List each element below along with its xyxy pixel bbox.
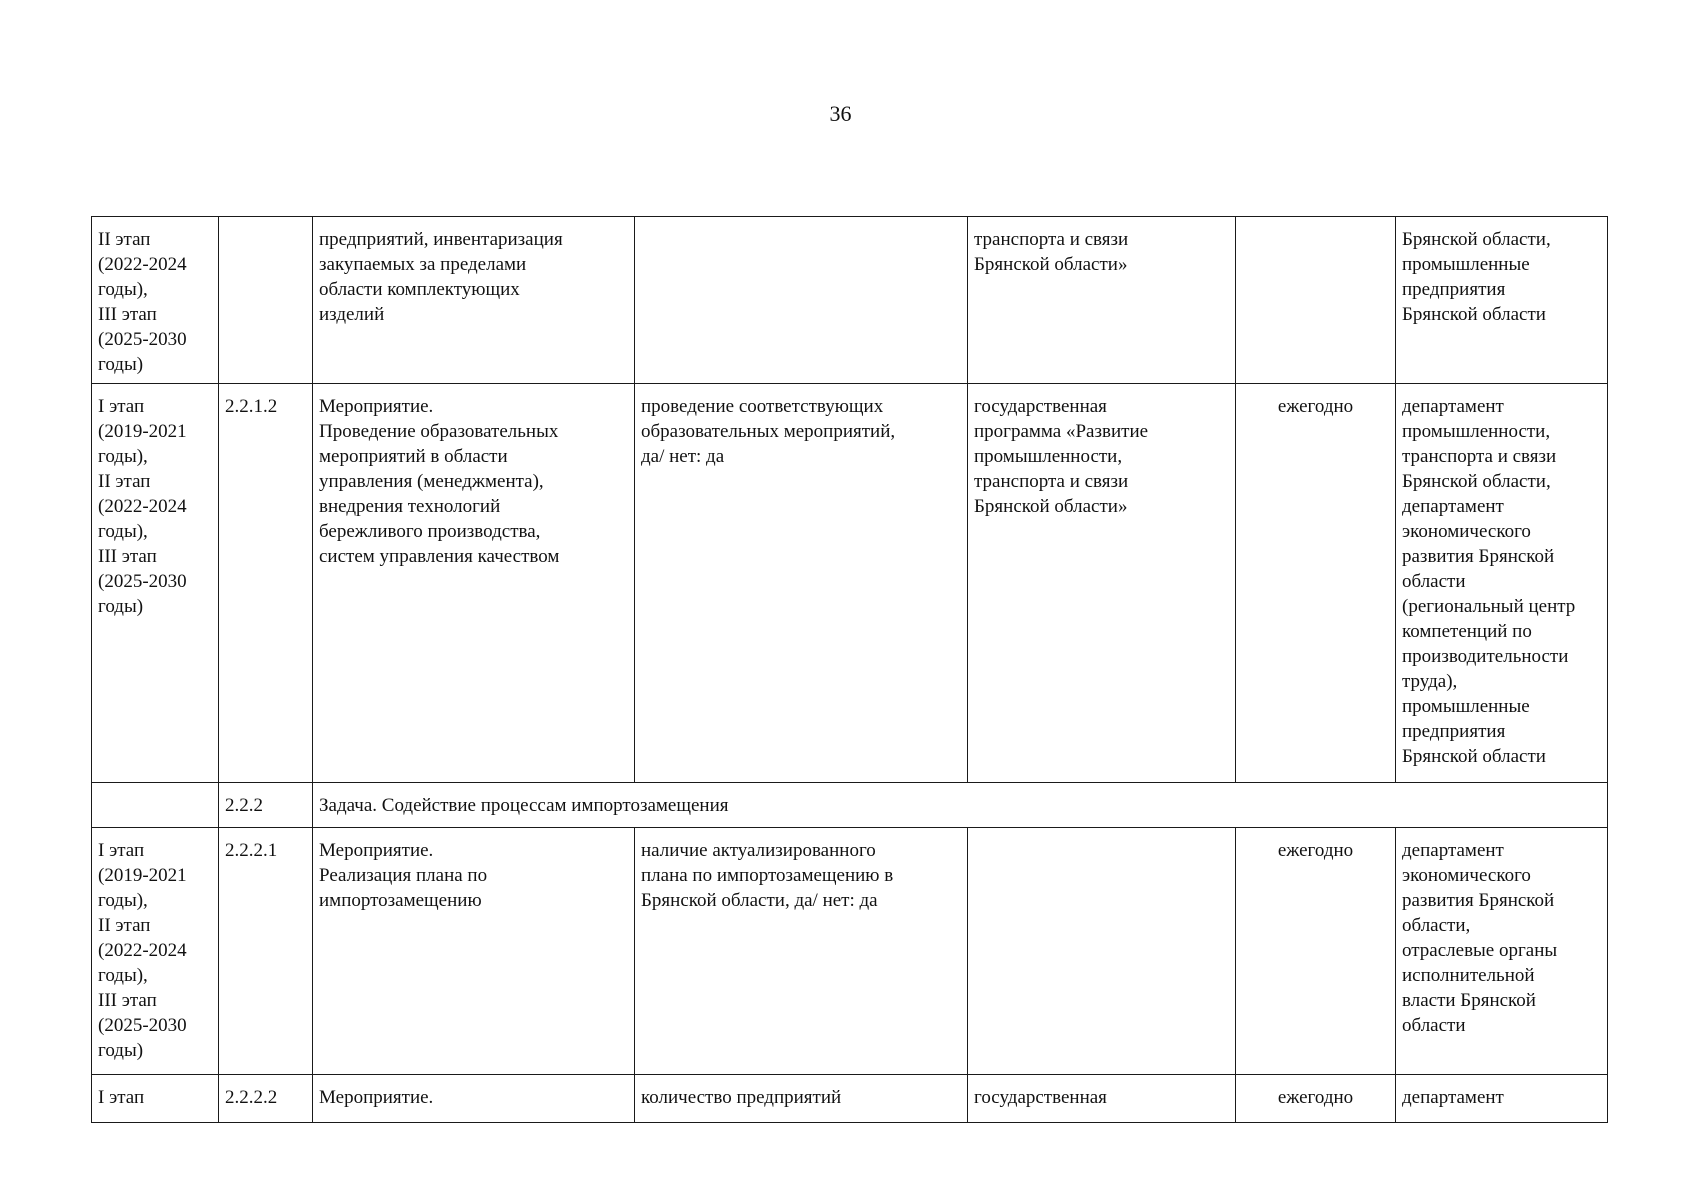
code-cell: 2.2.2.1 xyxy=(219,828,313,1075)
program-cell: транспорта и связи Брянской области» xyxy=(968,217,1236,384)
stage-cell: I этап (2019-2021 годы), II этап (2022-2024 годы), III этап (2025-2030 годы) xyxy=(92,828,219,1075)
indicator-cell: наличие актуализированного плана по импортозамещению в Брянской области, да/ нет: да xyxy=(635,828,968,1075)
page-number: 36 xyxy=(829,101,852,126)
stage-cell: I этап xyxy=(92,1075,219,1123)
table-row xyxy=(92,828,1608,1075)
program-cell: государственная xyxy=(968,1075,1236,1123)
table-row xyxy=(92,217,1608,384)
term-cell: ежегодно xyxy=(1236,1075,1396,1123)
event-cell: Мероприятие. Проведение образовательных мероприятий в области управления (менеджмента), внедрения технологий бережливого производства, систем управления качеством xyxy=(313,384,635,783)
stage-cell: I этап (2019-2021 годы), II этап (2022-2024 годы), III этап (2025-2030 годы) xyxy=(92,384,219,783)
program-cell xyxy=(968,828,1236,1075)
code-cell xyxy=(219,217,313,384)
event-cell: Мероприятие. Реализация плана по импортозамещению xyxy=(313,828,635,1075)
executor-cell: Брянской области, промышленные предприятия Брянской области xyxy=(1396,217,1608,384)
stage-cell xyxy=(92,783,219,828)
table-row xyxy=(92,1075,1608,1123)
executor-cell: департамент xyxy=(1396,1075,1608,1123)
indicator-cell xyxy=(635,217,968,384)
event-cell: Мероприятие. xyxy=(313,1075,635,1123)
term-cell: ежегодно xyxy=(1236,828,1396,1075)
task-row xyxy=(92,783,1608,828)
table-row xyxy=(92,384,1608,783)
code-cell: 2.2.2 xyxy=(219,783,313,828)
indicator-cell: проведение соответствующих образовательных мероприятий, да/ нет: да xyxy=(635,384,968,783)
task-cell: Задача. Содействие процессам импортозамещения xyxy=(313,783,1608,828)
term-cell xyxy=(1236,217,1396,384)
measures-table xyxy=(91,216,1608,1123)
code-cell: 2.2.1.2 xyxy=(219,384,313,783)
executor-cell: департамент промышленности, транспорта и связи Брянской области, департамент экономического развития Брянской области (региональный центр компетенций по производительности труда), промышленные предприятия Брянской области xyxy=(1396,384,1608,783)
program-cell: государственная программа «Развитие промышленности, транспорта и связи Брянской области» xyxy=(968,384,1236,783)
term-cell: ежегодно xyxy=(1236,384,1396,783)
stage-cell: II этап (2022-2024 годы), III этап (2025-2030 годы) xyxy=(92,217,219,384)
code-cell: 2.2.2.2 xyxy=(219,1075,313,1123)
indicator-cell: количество предприятий xyxy=(635,1075,968,1123)
executor-cell: департамент экономического развития Брянской области, отраслевые органы исполнительной власти Брянской области xyxy=(1396,828,1608,1075)
event-cell: предприятий, инвентаризация закупаемых за пределами области комплектующих изделий xyxy=(313,217,635,384)
